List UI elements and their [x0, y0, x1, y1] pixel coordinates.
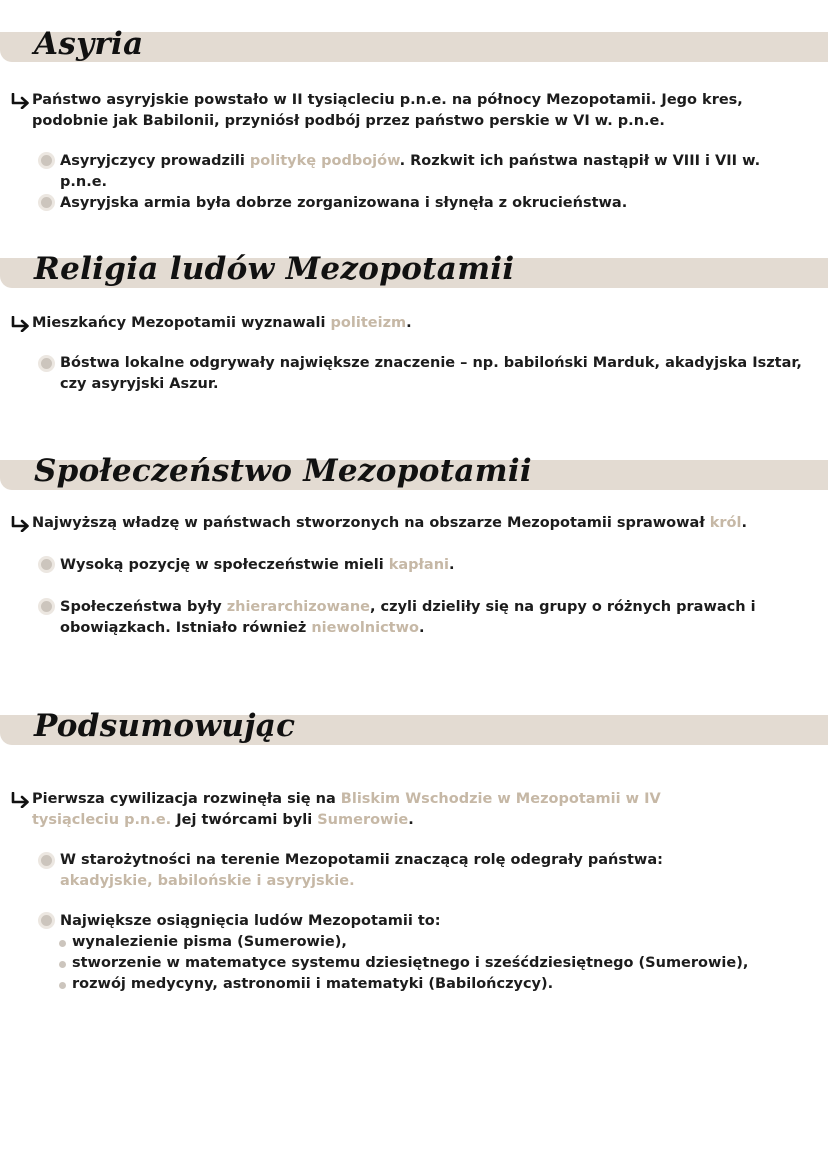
arrow-right-icon	[10, 93, 32, 109]
highlight-term: zhierarchizowane	[226, 599, 370, 615]
highlight-term: politeizm	[330, 315, 407, 331]
section-title-spoleczenstwo: Społeczeństwo Mezopotamii	[34, 453, 532, 489]
bullet-dot-icon	[38, 598, 55, 615]
section-title-podsumowujac: Podsumowując	[34, 708, 296, 744]
highlight-term: niewolnictwo	[311, 620, 419, 636]
list-item: Asyryjczycy prowadzili politykę podbojów. Rozkwit ich państwa nastąpił w VIII i VII w. p.n.e.	[60, 153, 761, 190]
highlight-term: Sumerowie	[317, 812, 409, 828]
bullet-dot-icon	[38, 912, 55, 929]
arrow-right-icon	[10, 792, 32, 808]
bullet-dot-icon	[38, 355, 55, 372]
arrow-right-icon	[10, 516, 32, 532]
sub-list-item: stworzenie w matematyce systemu dziesiętnego i sześćdziesiętnego (Sumerowie),	[58, 953, 748, 974]
sub-list-item: wynalezienie pisma (Sumerowie),	[58, 932, 748, 953]
section-lead: Mieszkańcy Mezopotamii wyznawali politeizm.	[32, 315, 412, 331]
highlight-term: politykę podbojów	[249, 153, 400, 169]
section-lead: Pierwsza cywilizacja rozwinęła się na Bliskim Wschodzie w Mezopotamii w IV tysiącleciu p.n.e. Jej twórcami byli Sumerowie.	[32, 791, 661, 828]
section-lead: Najwyższą władzę w państwach stworzonych na obszarze Mezopotamii sprawował król.	[32, 515, 747, 531]
arrow-right-icon	[10, 316, 32, 332]
list-item: Społeczeństwa były zhierarchizowane, czyli dzieliły się na grupy o różnych prawach i obowiązkach. Istniało również niewolnictwo.	[60, 599, 756, 636]
sub-list	[58, 932, 748, 995]
bullet-dot-icon	[38, 194, 55, 211]
sub-list-item: rozwój medycyny, astronomii i matematyki (Babilończycy).	[58, 974, 748, 995]
small-dot-icon	[59, 982, 66, 989]
highlight-term: król	[709, 515, 742, 531]
list-item: W starożytności na terenie Mezopotamii znaczącą rolę odegrały państwa: akadyjskie, babilońskie i asyryjskie.	[60, 852, 663, 889]
section-lead: Państwo asyryjskie powstało w II tysiącleciu p.n.e. na północy Mezopotamii. Jego kres, podobnie jak Babilonii, przyniósł podbój przez państwo perskie w VI w. p.n.e.	[32, 92, 743, 129]
list-item: Bóstwa lokalne odgrywały największe znaczenie – np. babiloński Marduk, akadyjska Isztar, czy asyryjski Aszur.	[60, 355, 802, 392]
section-title-religia: Religia ludów Mezopotamii	[34, 251, 515, 287]
section-title-asyria: Asyria	[34, 26, 144, 62]
small-dot-icon	[59, 940, 66, 947]
list-item: Wysoką pozycję w społeczeństwie mieli kapłani.	[60, 557, 455, 573]
highlight-term: akadyjskie, babilońskie i asyryjskie.	[60, 873, 355, 889]
list-item: Asyryjska armia była dobrze zorganizowana i słynęła z okrucieństwa.	[60, 195, 628, 211]
bullet-dot-icon	[38, 852, 55, 869]
bullet-dot-icon	[38, 556, 55, 573]
highlight-term: Bliskim Wschodzie w Mezopotamii w IV tysiącleciu p.n.e.	[32, 791, 661, 828]
list-item: Największe osiągnięcia ludów Mezopotamii to:	[60, 913, 441, 929]
highlight-term: kapłani	[388, 557, 449, 573]
small-dot-icon	[59, 961, 66, 968]
bullet-dot-icon	[38, 152, 55, 169]
